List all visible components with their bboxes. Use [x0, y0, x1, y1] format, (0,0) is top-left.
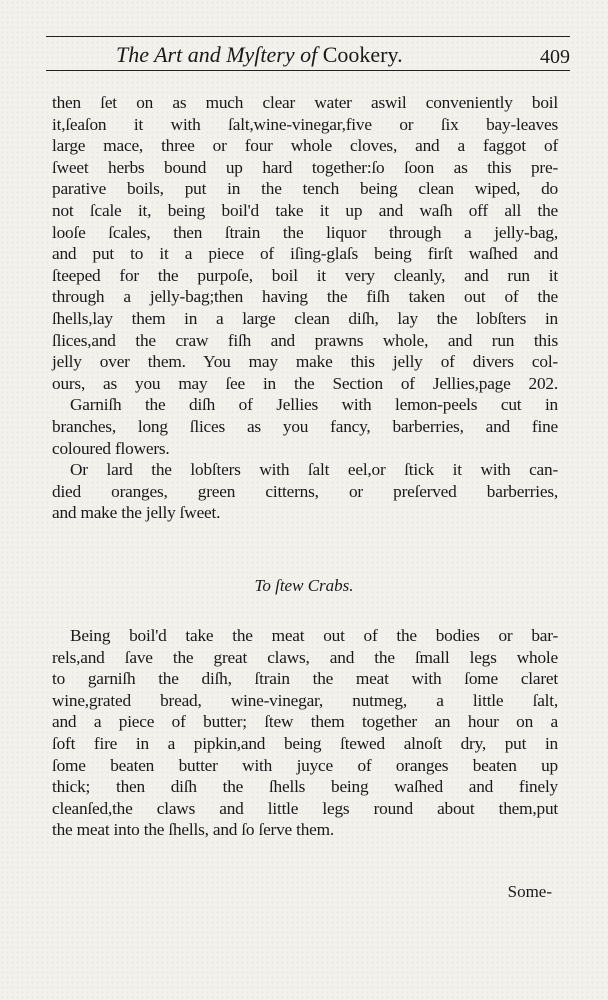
text-line: rels,and ſave the great claws, and the ſmall legs whole	[52, 647, 558, 667]
text-line: ſhells,lay them in a large clean diſh, lay the lobſters in	[52, 308, 558, 328]
text-line: large mace, three or four whole cloves, and a faggot of	[52, 136, 558, 156]
text-line: and a piece of butter; ſtew them together an hour on a	[52, 712, 558, 732]
text-line: Being boil'd take the meat out of the bodies or bar-	[70, 626, 558, 645]
text-line: through a jelly-bag;then having the fiſh taken out of the	[52, 287, 558, 307]
text-line: ſoft fire in a pipkin,and being ſtewed alnoſt dry, put in	[52, 733, 558, 753]
text-line: coloured flowers.	[52, 438, 170, 458]
text-line: cleanſed,the claws and little legs round about them,put	[52, 798, 558, 818]
text-line: branches, long ſlices as you fancy, barberries, and fine	[52, 416, 558, 436]
running-header	[46, 40, 570, 70]
running-title-roman: Cookery.	[322, 42, 403, 67]
text-line: ſlices,and the craw fiſh and prawns whole, and run this	[52, 330, 558, 350]
text-line: Or lard the lobſters with ſalt eel,or ſtick it with can-	[70, 460, 558, 480]
text-line: thick; then diſh the ſhells being waſhed and finely	[52, 777, 558, 797]
text-line: looſe ſcales, then ſtrain the liquor through a jelly-bag,	[52, 222, 558, 242]
text-line: to garniſh the diſh, ſtrain the meat with ſome claret	[52, 669, 558, 689]
running-title	[116, 42, 403, 68]
running-title-italic: The Art and Myſtery of	[116, 42, 318, 67]
text-line: ſweet herbs bound up hard together:ſo ſoon as this pre-	[52, 157, 558, 177]
text-line: ours, as you may ſee in the Section of Jellies,page 202.	[52, 373, 558, 393]
text-line: parative boils, put in the tench being clean wiped, do	[52, 179, 558, 199]
text-line: ſome beaten butter with juyce of oranges beaten up	[52, 755, 558, 775]
text-line: jelly over them. You may make this jelly of divers col-	[52, 352, 558, 372]
page-number: 409	[540, 46, 570, 68]
text-line: the meat into the ſhells, and ſo ſerve them.	[52, 820, 335, 840]
section-heading: To ſtew Crabs.	[254, 576, 354, 595]
text-line: died oranges, green citterns, or preſerved barberries,	[52, 481, 558, 501]
top-rule	[46, 36, 570, 37]
text-line: then ſet on as much clear water aswil conveniently boil	[52, 93, 558, 112]
text-block-2	[52, 625, 558, 841]
text-line: and put to it a piece of iſing-glaſs being firſt waſhed and	[52, 244, 558, 264]
text-line: Garniſh the diſh of Jellies with lemon-peels cut in	[70, 395, 558, 415]
text-line: and make the jelly ſweet.	[52, 503, 221, 523]
text-line: it,ſeaſon it with ſalt,wine-vinegar,five or ſix bay-leaves	[52, 114, 558, 134]
text-line: not ſcale it, being boil'd take it up and waſh off all the	[52, 200, 558, 220]
text-line: ſteeped for the purpoſe, boil it very cleanly, and run it	[52, 265, 558, 285]
catchword: Some-	[507, 882, 552, 901]
header-rule	[46, 70, 570, 71]
text-line: wine,grated bread, wine-vinegar, nutmeg, a little ſalt,	[52, 690, 558, 710]
text-block-1	[52, 92, 558, 524]
